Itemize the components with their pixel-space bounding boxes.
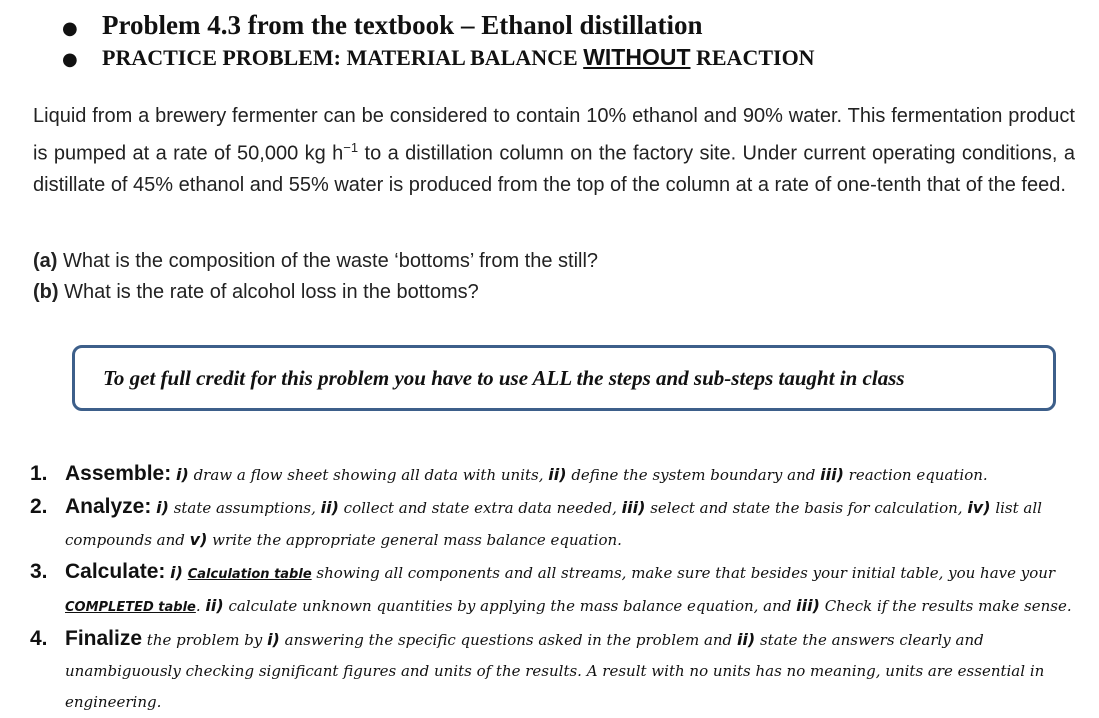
roman-numeral: iv) xyxy=(967,498,991,517)
step-calculate xyxy=(30,556,1090,623)
roman-numeral: i) xyxy=(267,630,280,649)
problem-statement xyxy=(33,101,1075,201)
calculation-table-term: Calculation table xyxy=(187,567,312,582)
roman-numeral: i) xyxy=(176,465,189,484)
header-bullets xyxy=(62,10,815,78)
statement-part-2: to a distillation column on the factory site. Under current operating conditions, a distillate of 45% ethanol and 55% water is produced from the top of the column at a rate of one-tenth that of the feed. xyxy=(33,142,1075,196)
step-clause: define the system boundary and xyxy=(566,466,821,484)
step-number: 2. xyxy=(30,495,48,518)
subtitle-post: REACTION xyxy=(690,45,815,70)
roman-numeral: iii) xyxy=(796,596,820,615)
steps-list xyxy=(30,458,1090,718)
step-keyword: Assemble: xyxy=(65,462,172,485)
step-clause: Check if the results make sense. xyxy=(819,597,1072,615)
step-text xyxy=(65,458,1085,491)
question-a-label: (a) xyxy=(33,250,58,272)
step-clause: select and state the basis for calculation, xyxy=(645,499,968,517)
credit-note: To get full credit for this problem you have to use ALL the steps and sub-steps taught in class xyxy=(103,365,905,390)
step-clause: collect and state extra data needed, xyxy=(338,499,622,517)
subtitle-pre: PRACTICE PROBLEM: MATERIAL BALANCE xyxy=(102,45,584,70)
step-finalize xyxy=(30,623,1090,718)
roman-numeral: ii) xyxy=(320,498,339,517)
question-b-label: (b) xyxy=(33,281,59,303)
completed-table-term: COMPLETED table xyxy=(65,600,196,615)
roman-numeral: i) xyxy=(156,498,169,517)
subtitle-emphasis: WITHOUT xyxy=(583,44,691,70)
step-clause: answering the specific questions asked in the problem and xyxy=(279,631,737,649)
step-clause: calculate unknown quantities by applying the mass balance equation, and xyxy=(223,597,797,615)
step-number: 4. xyxy=(30,627,48,650)
step-clause: draw a flow sheet showing all data with units, xyxy=(188,466,549,484)
step-clause: the problem by xyxy=(142,631,268,649)
step-clause: reaction equation. xyxy=(843,466,988,484)
question-a-text: What is the composition of the waste ‘bottoms’ from the still? xyxy=(57,250,599,272)
question-a xyxy=(33,246,598,277)
roman-numeral: ii) xyxy=(548,465,567,484)
step-number: 3. xyxy=(30,560,48,583)
roman-numeral: i) xyxy=(170,563,183,582)
step-clause: showing all components and all streams, make sure that besides your initial table, you have your xyxy=(311,564,1056,582)
step-text xyxy=(65,623,1085,718)
credit-note-box xyxy=(72,345,1056,411)
roman-numeral: v) xyxy=(189,530,208,549)
step-assemble xyxy=(30,458,1090,491)
roman-numeral: iii) xyxy=(820,465,844,484)
step-keyword: Calculate: xyxy=(65,560,166,583)
step-analyze xyxy=(30,491,1090,556)
step-number: 1. xyxy=(30,462,48,485)
bullet-icon: ● xyxy=(62,49,78,70)
subtitle-bullet xyxy=(62,44,815,78)
roman-numeral: iii) xyxy=(621,498,646,517)
step-clause: . xyxy=(195,597,206,615)
step-keyword: Analyze: xyxy=(65,495,152,518)
step-text xyxy=(65,491,1085,556)
question-b-text: What is the rate of alcohol loss in the bottoms? xyxy=(58,281,479,303)
step-text xyxy=(65,556,1085,623)
step-clause: list all compounds and xyxy=(65,499,1042,549)
step-clause: write the appropriate general mass balance equation. xyxy=(207,531,622,549)
bullet-icon: ● xyxy=(62,18,78,39)
question-b xyxy=(33,277,479,308)
unit-exponent: −1 xyxy=(343,140,359,155)
roman-numeral: ii) xyxy=(736,630,756,649)
step-clause: state assumptions, xyxy=(168,499,321,517)
step-clause: state the answers clearly and unambiguously checking significant figures and units of the results. A result with no units has no meaning, units are essential in engineering. xyxy=(65,631,1045,711)
step-keyword: Finalize xyxy=(65,627,143,650)
statement-part-1: Liquid from a brewery fermenter can be considered to contain 10% ethanol and 90% water. This fermentation product is pumped at a rate of 50,000 kg h xyxy=(33,105,1075,165)
title-bullet xyxy=(62,10,815,44)
problem-subtitle xyxy=(102,44,815,71)
problem-title: Problem 4.3 from the textbook – Ethanol distillation xyxy=(102,10,703,40)
roman-numeral: ii) xyxy=(205,596,224,615)
